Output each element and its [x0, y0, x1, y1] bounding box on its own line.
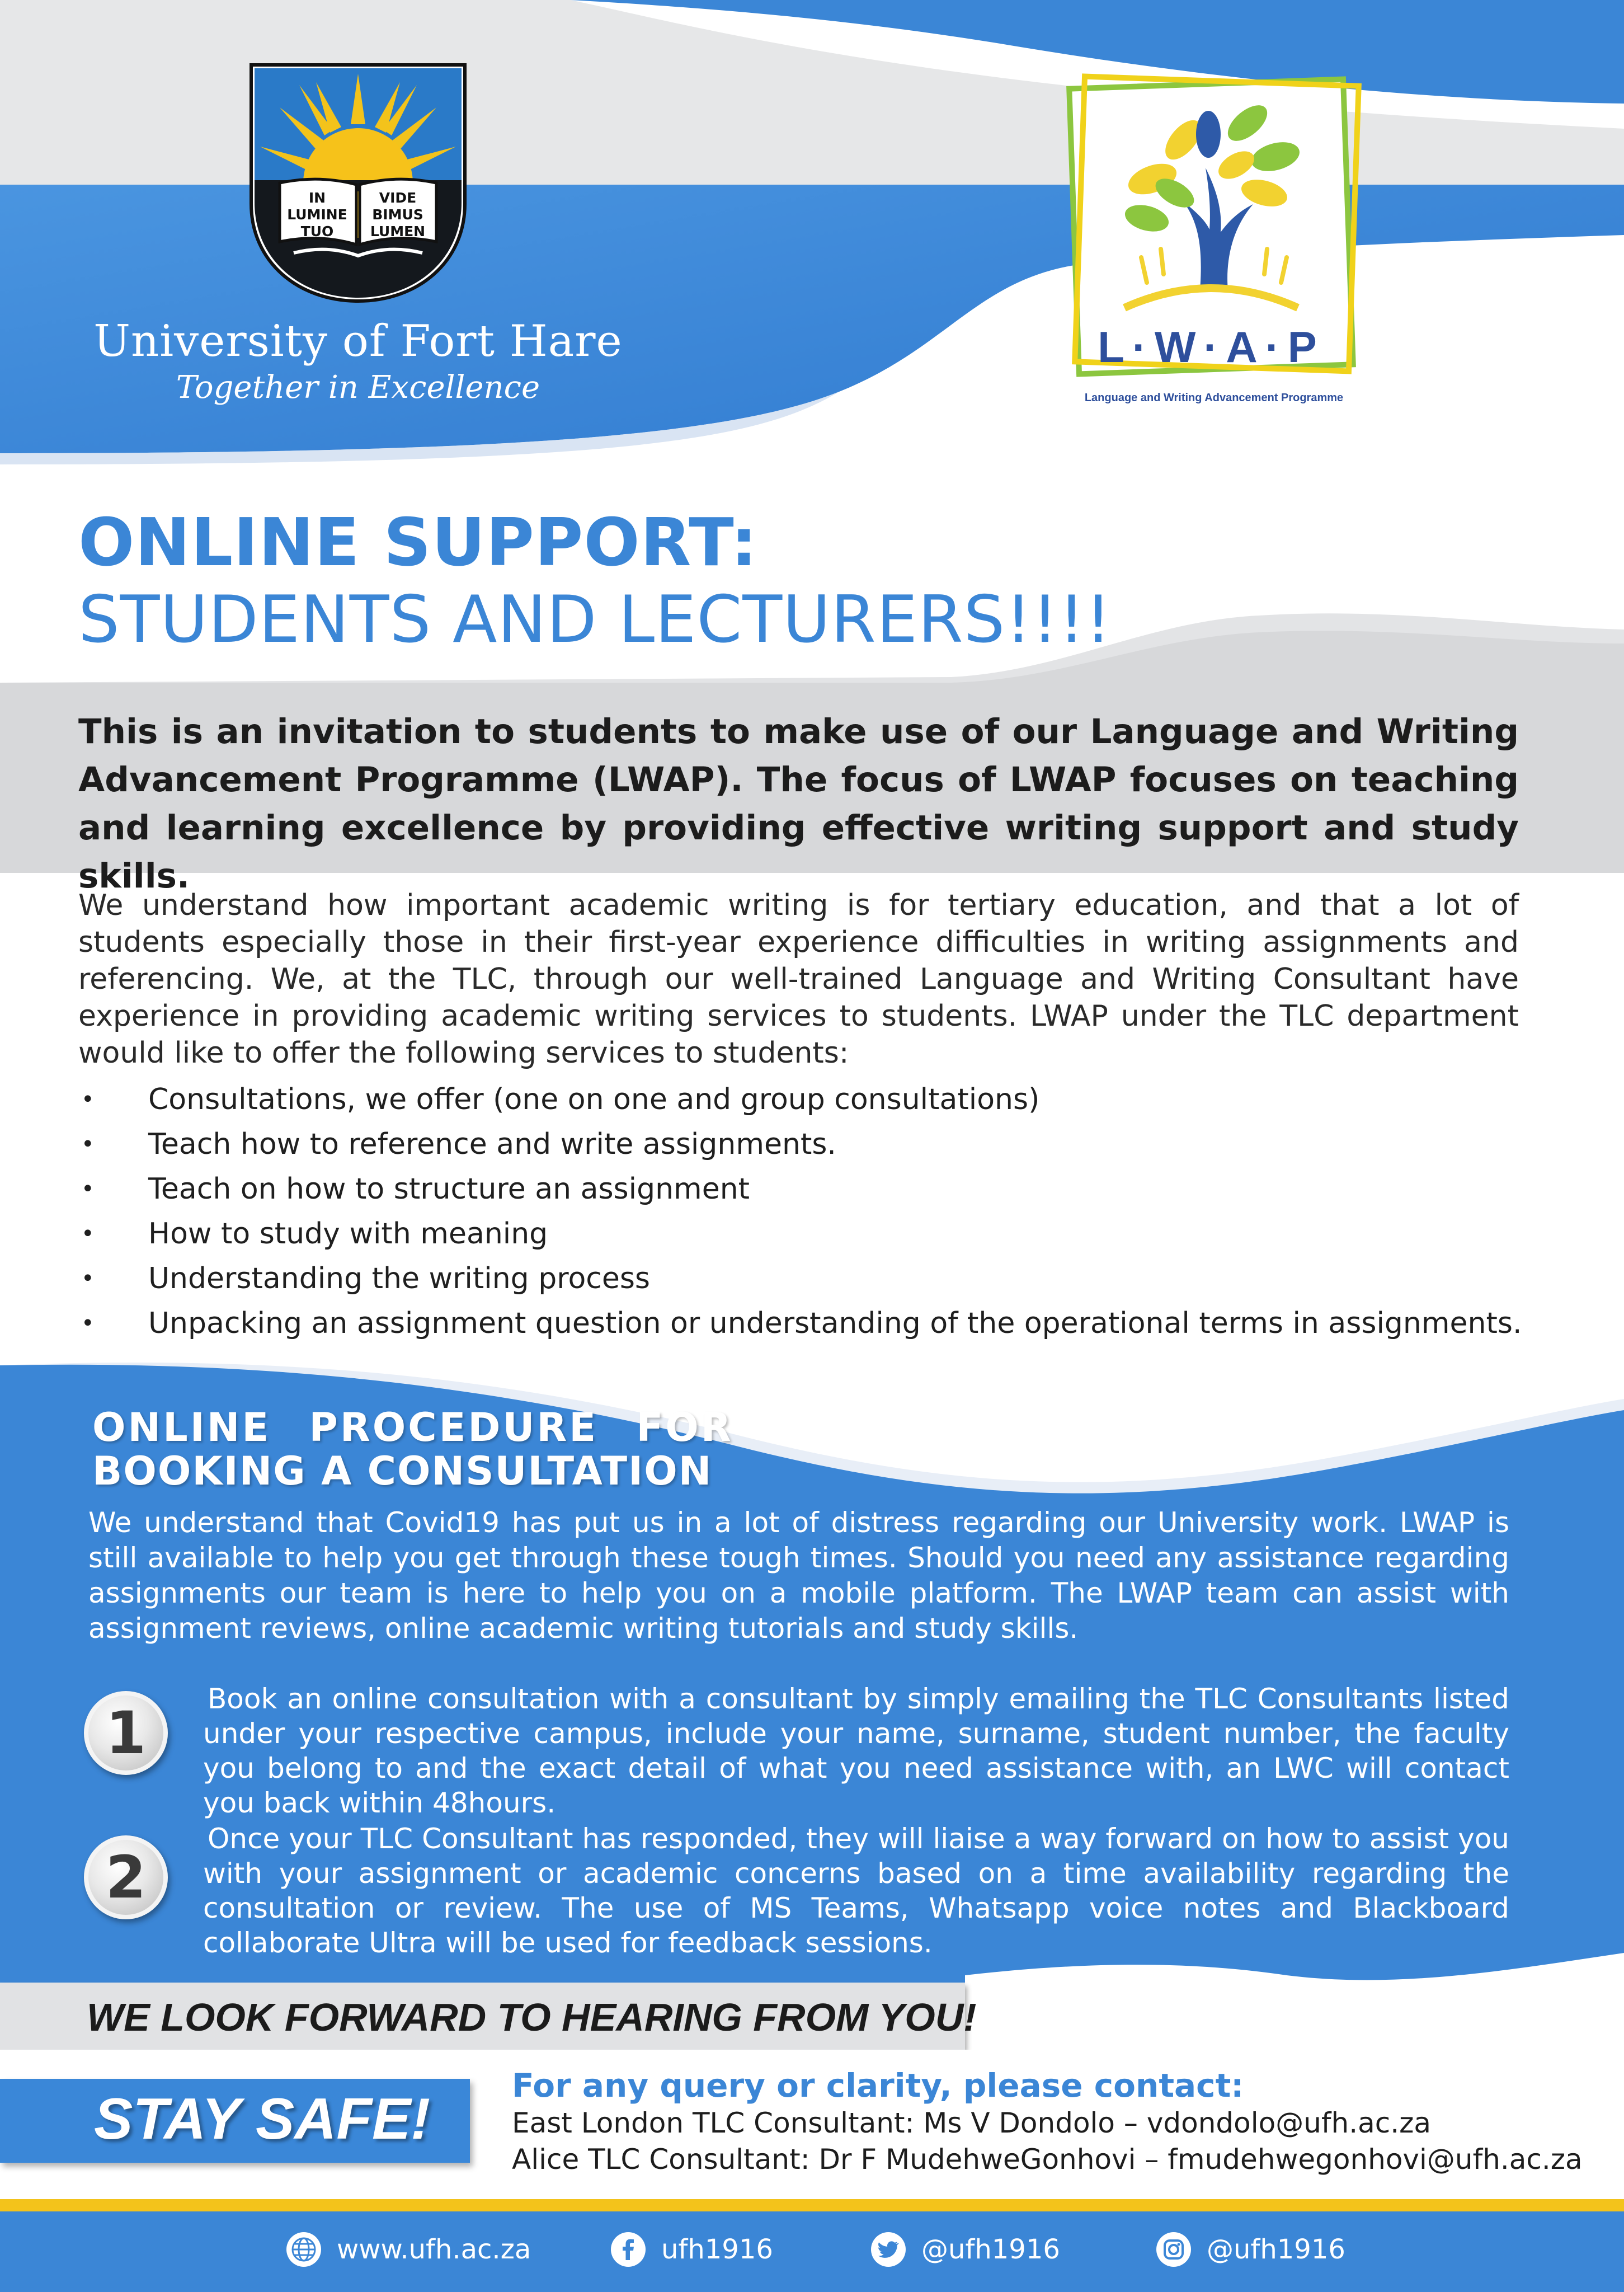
footer	[0, 2211, 1624, 2292]
footer-accent-line	[0, 2199, 1624, 2211]
university-name: University of Fort Hare	[93, 316, 623, 367]
crest-motto-left-3: TUO	[300, 223, 334, 239]
footer-instagram-text: @ufh1916	[1207, 2234, 1345, 2265]
university-motto: Together in Excellence	[176, 369, 540, 406]
lwap-logo-wordmark: L·W·A·P	[1098, 322, 1325, 372]
footer-facebook-link[interactable]	[610, 2231, 773, 2268]
footer-website-link[interactable]	[285, 2231, 531, 2268]
facebook-icon	[610, 2231, 647, 2268]
globe-icon	[285, 2231, 322, 2268]
crest-motto-left-2: LUMINE	[287, 206, 347, 223]
services-list	[78, 1077, 1555, 1346]
procedure-paragraph: We understand that Covid19 has put us in a lot of distress regarding our University work. LWAP is still available to help you get through these tough times. Should you need any assistance regarding assignments our team is here to help you on a mobile platform. The LWAP team can assist with assignment reviews, online academic writing tutorials and study skills.	[88, 1506, 1509, 1645]
crest-motto-left-1: IN	[308, 190, 326, 206]
crest-motto-right-3: LUMEN	[370, 223, 426, 239]
footer-twitter-text: @ufh1916	[921, 2234, 1060, 2265]
list-item: • Teach on how to structure an assignment	[78, 1167, 1555, 1211]
contact-east-london: East London TLC Consultant: Ms V Dondolo – vdondolo@ufh.ac.za	[512, 2107, 1432, 2139]
contact-heading: For any query or clarity, please contact:	[512, 2066, 1244, 2105]
procedure-title-line1: ONLINE PROCEDURE FOR	[92, 1405, 733, 1450]
footer-website-text: www.ufh.ac.za	[337, 2234, 531, 2265]
step-2-text: Once your TLC Consultant has responded, they will liaise a way forward on how to assist you with your assignment or academic concerns based on a time availability regarding the consultation or review. The use of MS Teams, Whatsapp voice notes and Blackboard collaborate Ultra will be used for feedback sessions.	[203, 1823, 1509, 1959]
headline-secondary: STUDENTS AND LECTURERS!!!!	[78, 582, 1112, 657]
lwap-tagline: Language and Writing Advancement Programme	[1084, 392, 1344, 404]
crest-motto-right-2: BIMUS	[372, 206, 423, 223]
instagram-icon	[1155, 2231, 1192, 2268]
list-item: • Understanding the writing process	[78, 1256, 1555, 1301]
contact-alice: Alice TLC Consultant: Dr F MudehweGonhovi – fmudehwegonhovi@ufh.ac.za	[512, 2143, 1583, 2176]
body-paragraph: We understand how important academic writing is for tertiary education, and that a lot of students especially those in their first-year experience difficulties in writing assignments and referencing. We, at the TLC, through our well-trained Language and Writing Consultant have experience in providing academic writing services to students. LWAP under the TLC department would like to offer the following services to students:	[78, 889, 1519, 1070]
footer-facebook-text: ufh1916	[661, 2234, 773, 2265]
footer-instagram-link[interactable]	[1155, 2231, 1345, 2268]
list-item: • How to study with meaning	[78, 1211, 1555, 1256]
crest-motto-right-1: VIDE	[379, 190, 417, 206]
list-item: • Consultations, we offer (one on one and group consultations)	[78, 1077, 1555, 1122]
list-item: • Unpacking an assignment question or understanding of the operational terms in assignments.	[78, 1301, 1555, 1346]
intro-paragraph: This is an invitation to students to make use of our Language and Writing Advancement Programme (LWAP). The focus of LWAP focuses on teaching and learning excellence by providing effective writing support and study skills.	[78, 712, 1519, 896]
footer-twitter-link[interactable]	[870, 2231, 1060, 2268]
university-crest-logo	[249, 63, 467, 303]
forward-banner-text: WE LOOK FORWARD TO HEARING FROM YOU!	[87, 1995, 977, 2039]
headline-primary: ONLINE SUPPORT:	[78, 504, 758, 581]
procedure-title-line2: BOOKING A CONSULTATION	[92, 1448, 713, 1494]
step-2-badge: 2	[84, 1835, 168, 1919]
header-background	[0, 0, 1624, 504]
step-1-badge: 1	[84, 1691, 168, 1775]
stay-safe-text: STAY SAFE!	[94, 2087, 430, 2152]
step-1-text: Book an online consultation with a consultant by simply emailing the TLC Consultants listed under your respective campus, include your name, surname, student number, the faculty you belong to and the exact detail of what you need assistance with, an LWC will contact you back within 48hours.	[203, 1683, 1509, 1819]
list-item: • Teach how to reference and write assignments.	[78, 1122, 1555, 1167]
twitter-icon	[870, 2231, 907, 2268]
